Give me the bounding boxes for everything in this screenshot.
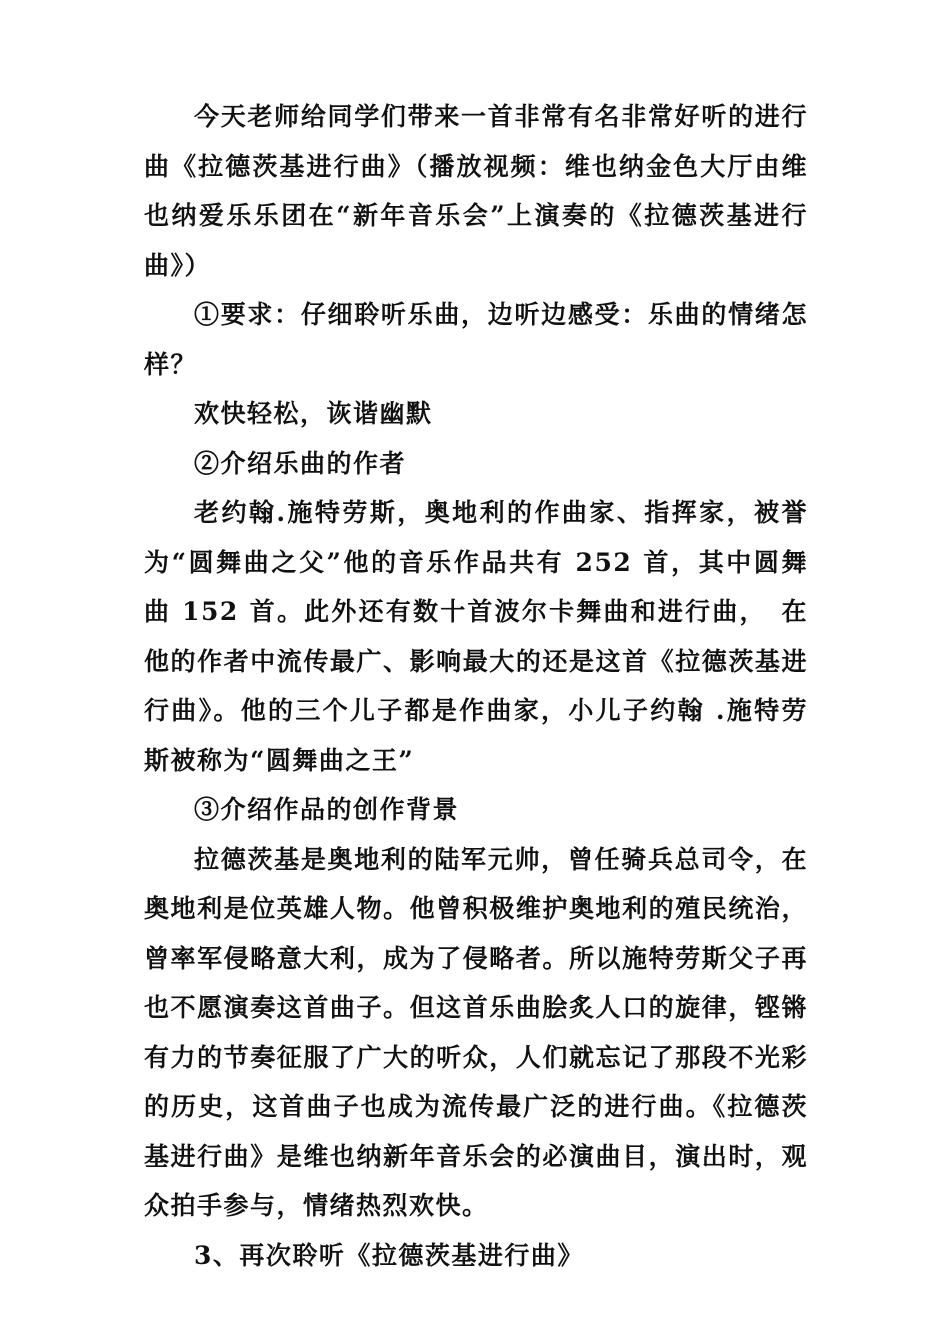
paragraph-background: 拉德茨基是奥地利的陆军元帅，曾任骑兵总司令，在奥地利是位英雄人物。他曾积极维护奥地利的殖民统治，曾率军侵略意大利，成为了侵略者。所以施特劳斯父子再也不愿演奏这首曲子。但这首乐曲脍炙人口的旋律，铿锵有力的节奏征服了广大的听众，人们就忘记了那段不光彩的历史，这首曲子也成为流传最广泛的进行曲。《拉德茨基进行曲》是维也纳新年音乐会的必演曲目，演出时，观众拍手参与，情绪热烈欢快。: [144, 844, 808, 1220]
paragraph-heading-background: ③介绍作品的创作背景: [194, 795, 460, 824]
paragraph-heading-composer: ②介绍乐曲的作者: [194, 448, 407, 478]
paragraph-intro: 今天老师给同学们带来一首非常有名非常好听的进行曲《拉德茨基进行曲》（播放视频：维也纳金色大厅由维也纳爱乐乐团在“新年音乐会”上演奏的《拉德茨基进行曲》）: [144, 102, 808, 280]
paragraph-composer-bio: 老约翰.施特劳斯，奥地利的作曲家、指挥家，被誉为“圆舞曲之父”他的音乐作品共有 252 首，其中圆舞曲 152 首。此外还有数十首波尔卡舞曲和进行曲， 在他的作者中流传最广、影响最大的还是这首《拉德茨基进行曲》。他的三个儿子都是作曲家，小儿子约翰 .施特劳斯被称为“圆舞曲之王”: [144, 498, 808, 775]
paragraph-requirement: ①要求：仔细聆听乐曲，边听边感受：乐曲的情绪怎样？: [144, 300, 808, 379]
document-body: [144, 92, 808, 1280]
paragraph-answer: 欢快轻松，诙谐幽默: [194, 399, 433, 428]
paragraph-listen-again: 3、再次聆听《拉德茨基进行曲》: [194, 1240, 584, 1270]
